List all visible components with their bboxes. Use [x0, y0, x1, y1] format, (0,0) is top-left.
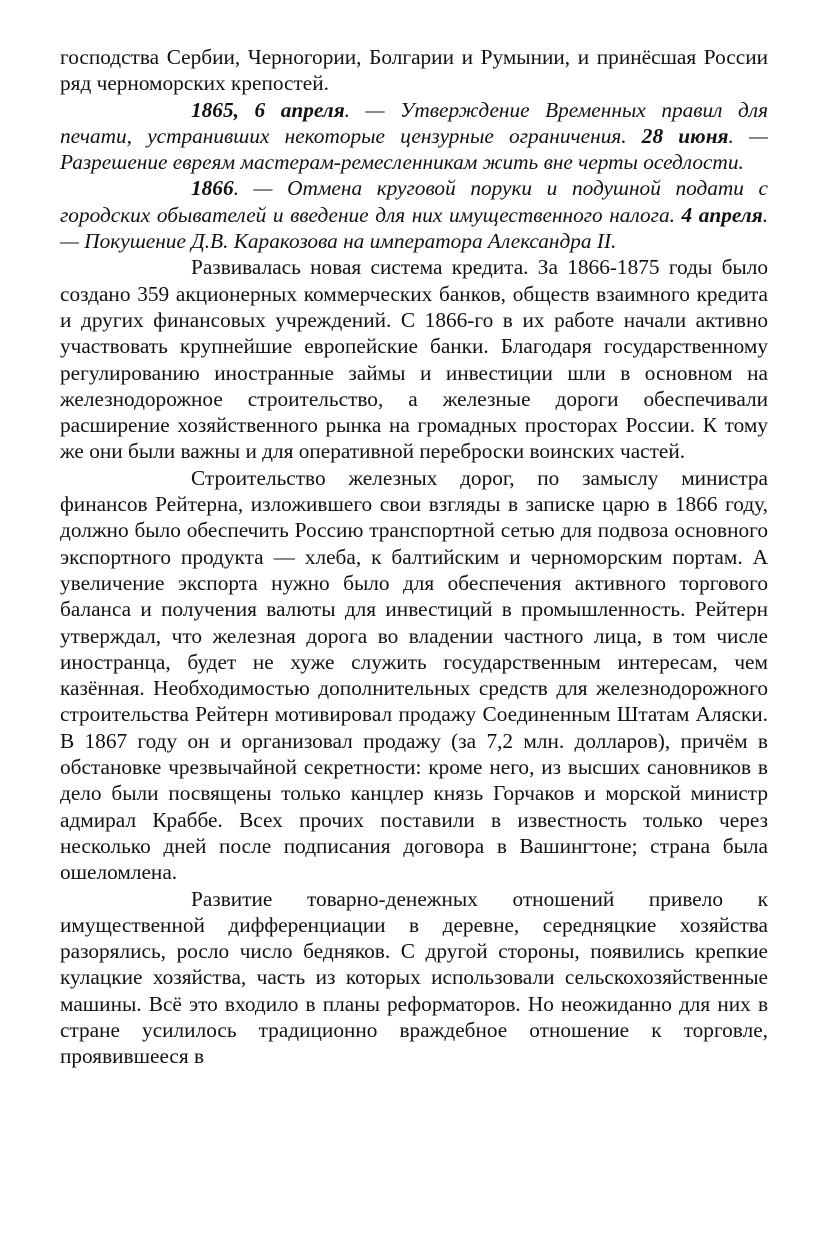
paragraph-p1 [60, 44, 768, 97]
text-run: . — Разрешение евреям мастерам-ремесленникам жить вне черты оседлости. [60, 123, 768, 175]
text-run: господства Сербии, Черногории, Болгарии и Румынии, и принёсшая России ряд черноморских крепостей. [60, 45, 768, 96]
paragraph-p2 [60, 97, 768, 176]
date-heading: 4 апреля [681, 202, 763, 227]
paragraph-p4 [60, 254, 768, 464]
paragraph-p6 [60, 886, 768, 1070]
text-run: . — Отмена круговой поруки и подушной подати с городских обывателей и введение для них имущественного налога. [60, 176, 768, 227]
text-run: Развитие товарно-денежных отношений привело к имущественной дифференциации в деревне, середняцкие хозяйства разорялись, росло число бедняков. С другой стороны, появились крепкие кулацкие хозяйства, часть из которых использовали сельскохозяйственные машины. Всё это входило в планы реформаторов. Но неожиданно для них в стране усилилось традиционно враждебное отношение к торговле, проявившееся в [60, 886, 768, 1069]
date-heading: 28 июня [641, 123, 729, 148]
paragraph-p3 [60, 175, 768, 254]
date-heading: 1866 [191, 176, 234, 201]
text-run: . — Утверждение Временных правил для печати, устранивших некоторые цензурные ограничения. [60, 97, 768, 148]
text-run: Строительство железных дорог, по замыслу министра финансов Рейтерна, изложившего свои взгляды в записке царю в 1866 году, должно было обеспечить Россию транспортной сетью для подвоза основного экспортного продукта — хлеба, к балтийским и черноморским портам. А увеличение экспорта нужно было для обеспечения активного торгового баланса и получения валюты для инвестиций в промышленность. Рейтерн утверждал, что железная дорога во владении частного лица, в том числе иностранца, будет не хуже служить государственным интересам, чем казённая. Необходимостью дополнительных средств для железнодорожного строительства Рейтерн мотивировал продажу Соединенным Штатам Аляски. В 1867 году он и организовал продажу (за 7,2 млн. долларов), причём в обстановке чрезвычайной секретности: кроме него, из высших сановников в дело были посвящены только канцлер князь Горчаков и морской министр адмирал Краббе. Всех прочих поставили в известность только через несколько дней после подписания договора в Вашингтоне; страна была ошеломлена. [60, 465, 768, 885]
text-run: . — Покушение Д.В. Каракозова на императора Александра II. [60, 202, 769, 254]
text-run: Развивалась новая система кредита. За 1866-1875 годы было создано 359 акционерных коммерческих банков, обществ взаимного кредита и других финансовых учреждений. С 1866-го в их работе начали активно участвовать крупнейшие европейские банки. Благодаря государственному регулированию иностранные займы и инвестиции шли в основном на железнодорожное строительство, а железные дороги обеспечивали расширение хозяйственного рынка на громадных просторах России. К тому же они были важны и для оперативной переброски воинских частей. [60, 255, 768, 464]
document-body [60, 44, 768, 1070]
paragraph-p5 [60, 465, 768, 886]
date-heading: 1865, 6 апреля [191, 97, 345, 122]
